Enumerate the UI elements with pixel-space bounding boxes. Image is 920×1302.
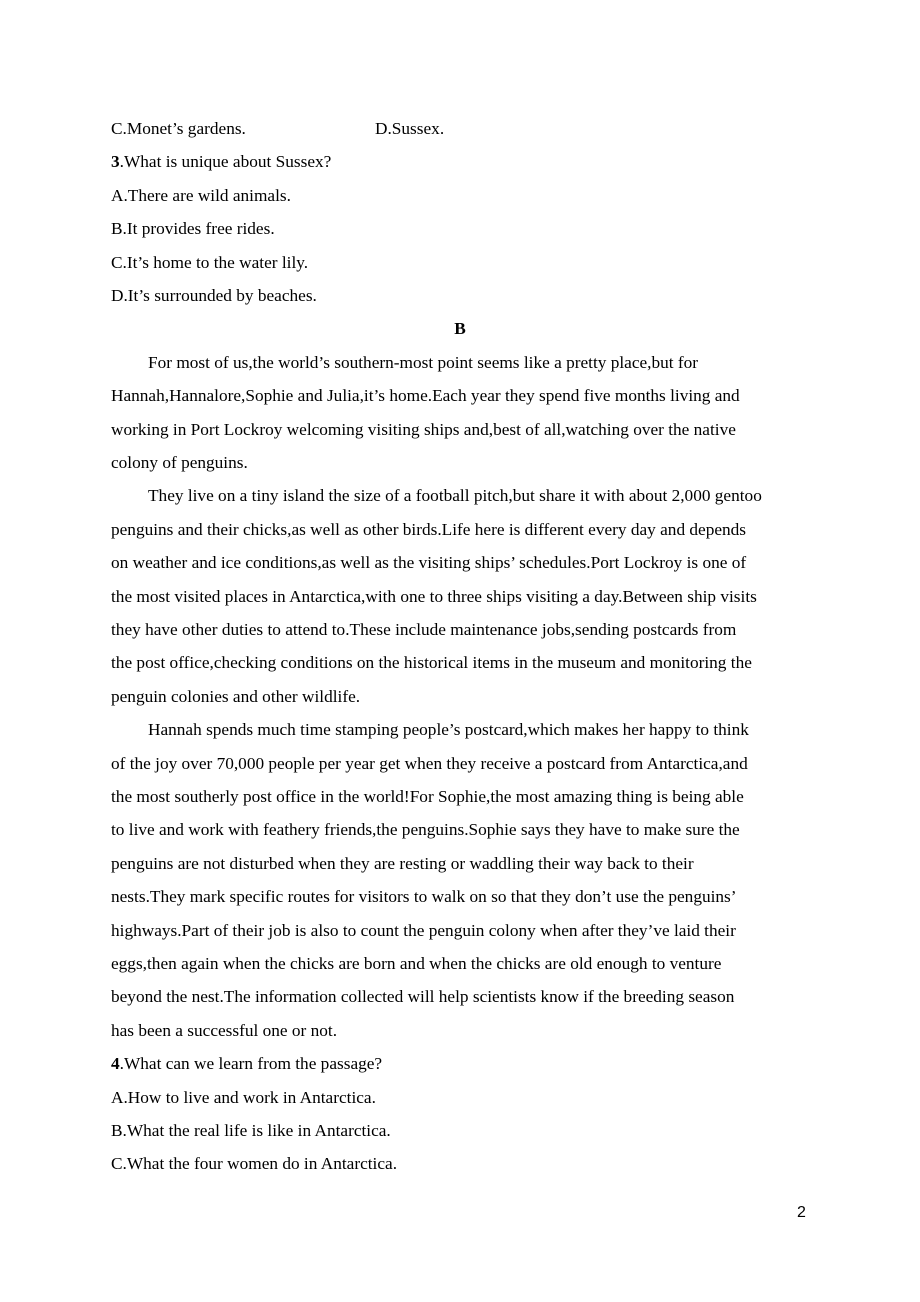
passage-line: the post office,checking conditions on the historical items in the museum and monitoring the: [111, 653, 752, 672]
passage-line: highways.Part of their job is also to count the penguin colony when after they’ve laid their: [111, 921, 736, 940]
q3-number: 3: [111, 152, 120, 171]
q2-options-row: [111, 119, 445, 139]
passage-line: has been a successful one or not.: [111, 1021, 338, 1040]
q4-number: 4: [111, 1054, 120, 1073]
section-title: B: [454, 319, 466, 338]
q4-option-b: B.What the real life is like in Antarctica.: [111, 1121, 391, 1140]
q4-stem: [111, 1054, 382, 1074]
passage-line: eggs,then again when the chicks are born and when the chicks are old enough to venture: [111, 954, 722, 973]
passage-line: penguins are not disturbed when they are resting or waddling their way back to their: [111, 854, 694, 873]
q3-option-b: B.It provides free rides.: [111, 219, 275, 238]
q4-option-a: A.How to live and work in Antarctica.: [111, 1088, 376, 1107]
q3-option-d: D.It’s surrounded by beaches.: [111, 286, 317, 305]
passage-line: They live on a tiny island the size of a football pitch,but share it with about 2,000 gentoo: [148, 486, 762, 505]
q3-option-c: C.It’s home to the water lily.: [111, 253, 309, 272]
passage-line: beyond the nest.The information collected will help scientists know if the breeding season: [111, 987, 735, 1006]
passage-line: Hannah,Hannalore,Sophie and Julia,it’s home.Each year they spend five months living and: [111, 386, 740, 405]
passage-line: the most southerly post office in the world!For Sophie,the most amazing thing is being able: [111, 787, 744, 806]
q3-stem: [111, 152, 331, 172]
passage-line: they have other duties to attend to.These include maintenance jobs,sending postcards from: [111, 620, 737, 639]
page-number: 2: [797, 1204, 806, 1221]
passage-line: penguins and their chicks,as well as other birds.Life here is different every day and depends: [111, 520, 747, 539]
passage-line: colony of penguins.: [111, 453, 248, 472]
passage-line: nests.They mark specific routes for visitors to walk on so that they don’t use the penguins’: [111, 887, 737, 906]
q3-stem-text: .What is unique about Sussex?: [119, 152, 332, 171]
q3-option-a: A.There are wild animals.: [111, 186, 291, 205]
passage-line: the most visited places in Antarctica,with one to three ships visiting a day.Between ship visits: [111, 587, 757, 606]
q2-option-d: D.Sussex.: [375, 119, 445, 138]
passage-line: of the joy over 70,000 people per year get when they receive a postcard from Antarctica,and: [111, 754, 748, 773]
passage-line: working in Port Lockroy welcoming visiting ships and,best of all,watching over the native: [111, 420, 736, 439]
passage-line: Hannah spends much time stamping people’s postcard,which makes her happy to think: [148, 720, 749, 739]
q4-option-c: C.What the four women do in Antarctica.: [111, 1154, 398, 1173]
passage-line: to live and work with feathery friends,the penguins.Sophie says they have to make sure the: [111, 820, 740, 839]
q4-stem-text: .What can we learn from the passage?: [119, 1054, 383, 1073]
passage-line: For most of us,the world’s southern-most point seems like a pretty place,but for: [148, 353, 699, 372]
passage-line: penguin colonies and other wildlife.: [111, 687, 361, 706]
passage-line: on weather and ice conditions,as well as the visiting ships’ schedules.Port Lockroy is one of: [111, 553, 747, 572]
q2-option-c: C.Monet’s gardens.: [111, 119, 246, 138]
